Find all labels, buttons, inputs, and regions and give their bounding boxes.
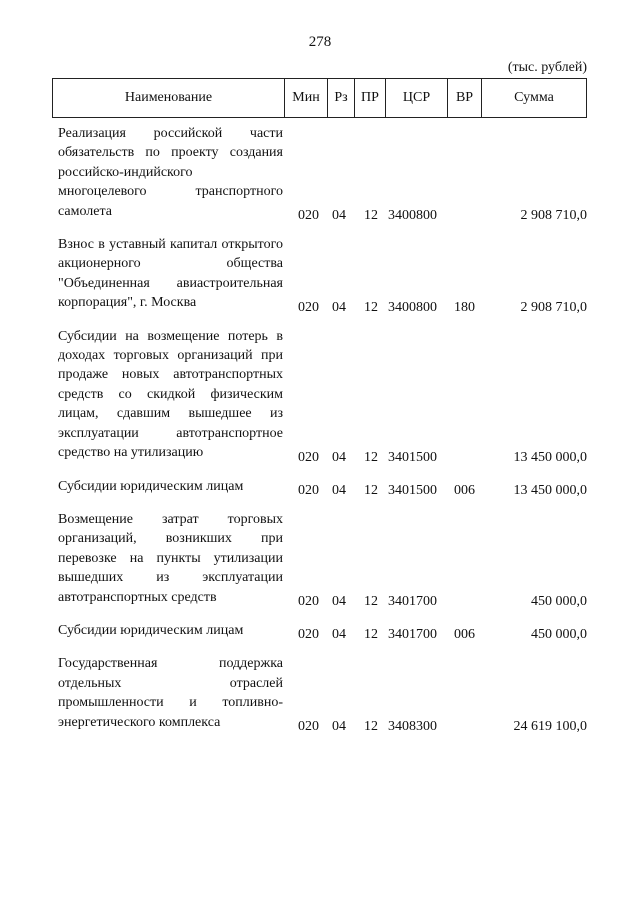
row-pr: 12 <box>364 718 378 734</box>
row-rz: 04 <box>332 627 346 643</box>
row-name: Субсидии юридическим лицам <box>58 478 244 494</box>
table-row <box>52 235 587 313</box>
row-codes <box>52 300 587 319</box>
header-rz: Рз <box>328 79 355 118</box>
table-row <box>52 477 587 496</box>
table-header <box>52 78 587 118</box>
table-body <box>52 124 587 746</box>
row-codes <box>52 208 587 227</box>
header-sum: Сумма <box>482 79 587 118</box>
row-min: 020 <box>298 482 319 498</box>
row-name: Государственная поддержка отдельных отраслей промышленности и топливно-энергетического комплекса <box>58 656 283 730</box>
row-rz: 04 <box>332 449 346 465</box>
row-name: Взнос в уставный капитал открытого акционерного общества "Объединенная авиастроительная корпорация", г. Москва <box>58 237 283 311</box>
row-codes <box>52 719 587 738</box>
row-min: 020 <box>298 718 319 734</box>
row-pr: 12 <box>364 449 378 465</box>
row-csr: 3408300 <box>388 718 437 734</box>
row-rz: 04 <box>332 593 346 609</box>
row-sum: 13 450 000,0 <box>513 482 587 498</box>
row-codes <box>52 627 587 646</box>
row-min: 020 <box>298 208 319 224</box>
header-pr: ПР <box>355 79 386 118</box>
row-sum: 2 908 710,0 <box>520 208 587 224</box>
header-csr: ЦСР <box>386 79 448 118</box>
table-row <box>52 124 587 224</box>
table-row <box>52 510 587 607</box>
row-sum: 450 000,0 <box>531 593 587 609</box>
row-sum: 24 619 100,0 <box>513 718 587 734</box>
row-name: Возмещение затрат торговых организаций, возникших при перевозке на пункты утилизации вышедших из эксплуатации автотранспортных средств <box>58 511 283 605</box>
row-sum: 2 908 710,0 <box>520 299 587 315</box>
row-codes <box>52 450 587 469</box>
row-csr: 3401500 <box>388 449 437 465</box>
row-min: 020 <box>298 627 319 643</box>
row-vr: 180 <box>454 299 475 315</box>
row-sum: 13 450 000,0 <box>513 449 587 465</box>
row-pr: 12 <box>364 299 378 315</box>
row-name: Субсидии юридическим лицам <box>58 622 244 638</box>
header-min: Мин <box>285 79 328 118</box>
row-csr: 3400800 <box>388 208 437 224</box>
row-rz: 04 <box>332 718 346 734</box>
header-vr: ВР <box>448 79 482 118</box>
row-pr: 12 <box>364 208 378 224</box>
row-codes <box>52 594 587 613</box>
row-pr: 12 <box>364 482 378 498</box>
row-rz: 04 <box>332 299 346 315</box>
header-name: Наименование <box>53 79 285 118</box>
table-row <box>52 621 587 643</box>
row-sum: 450 000,0 <box>531 627 587 643</box>
row-csr: 3400800 <box>388 299 437 315</box>
row-pr: 12 <box>364 627 378 643</box>
row-name: Реализация российской части обязательств по проекту создания российско-индийского многоцелевого транспортного самолета <box>58 126 283 219</box>
row-name: Субсидии на возмещение потерь в доходах торговых организаций при продаже новых автотранспортных средств со скидкой физическим лицам, сдавшим вышедшее из эксплуатации автотранспортное средство на утилизацию <box>58 328 283 461</box>
row-rz: 04 <box>332 208 346 224</box>
row-csr: 3401700 <box>388 593 437 609</box>
row-vr: 006 <box>454 627 475 643</box>
row-min: 020 <box>298 593 319 609</box>
row-rz: 04 <box>332 482 346 498</box>
row-codes <box>52 483 587 502</box>
row-pr: 12 <box>364 593 378 609</box>
page-number: 278 <box>308 34 332 50</box>
table-row <box>52 654 587 732</box>
row-csr: 3401700 <box>388 627 437 643</box>
row-min: 020 <box>298 299 319 315</box>
row-vr: 006 <box>454 482 475 498</box>
units-label: (тыс. рублей) <box>507 60 587 75</box>
row-csr: 3401500 <box>388 482 437 498</box>
row-min: 020 <box>298 449 319 465</box>
table-row <box>52 327 587 463</box>
